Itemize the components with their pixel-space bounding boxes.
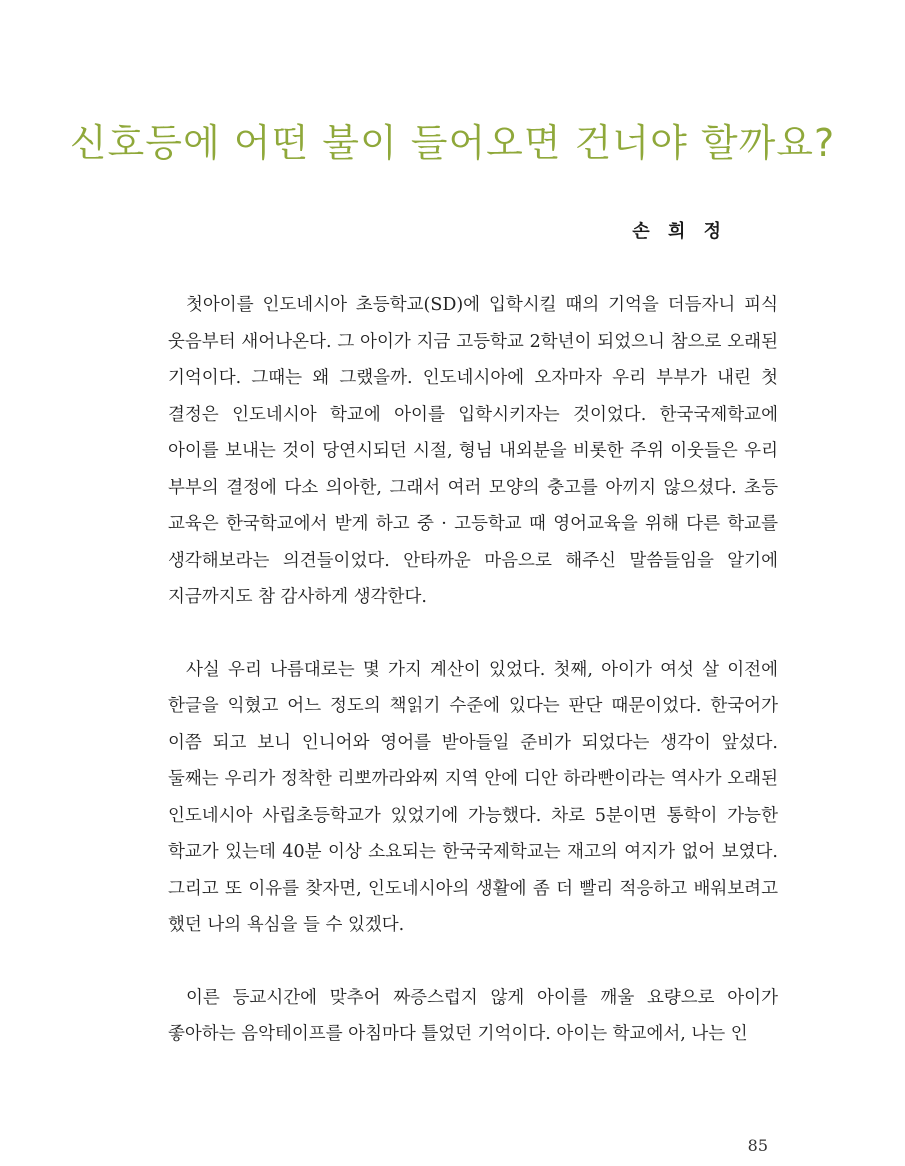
paragraph-1: 첫아이를 인도네시아 초등학교(SD)에 입학시킬 때의 기억을 더듬자니 피식 웃음부터 새어나온다. 그 아이가 지금 고등학교 2학년이 되었으니 참으로 오래된 기억이다. 그때는 왜 그랬을까. 인도네시아에 오자마자 우리 부부가 내린 첫 결정은 인도네시아 학교에 아이를 입학시키자는 것이었다. 한국국제학교에 아이를 보내는 것이 당연시되던 시절, 형님 내외분을 비롯한 주위 이웃들은 우리 부부의 결정에 다소 의아한, 그래서 여러 모양의 충고를 아끼지 않으셨다. 초등 교육은 한국학교에서 받게 하고 중 · 고등학교 때 영어교육을 위해 다른 학교를 생각해보라는 의견들이었다. 안타까운 마음으로 해주신 말씀들임을 알기에 지금까지도 참 감사하게 생각한다. (168, 295, 778, 607)
paragraph-2: 사실 우리 나름대로는 몇 가지 계산이 있었다. 첫째, 아이가 여섯 살 이전에 한글을 익혔고 어느 정도의 책읽기 수준에 있다는 판단 때문이었다. 한국어가 이쯤 되고 보니 인니어와 영어를 받아들일 준비가 되었다는 생각이 앞섰다. 둘째는 우리가 정착한 리뽀까라와찌 지역 안에 디안 하라빤이라는 역사가 오래된 인도네시아 사립초등학교가 있었기에 가능했다. 차로 5분이면 통학이 가능한 학교가 있는데 40분 이상 소요되는 한국국제학교는 재고의 여지가 없어 보였다. 그리고 또 이유를 찾자면, 인도네시아의 생활에 좀 더 빨리 적응하고 배워보려고 했던 나의 욕심을 들 수 있겠다. (168, 659, 778, 935)
author-name: 손 희 정 (632, 221, 727, 242)
paragraph-3: 이른 등교시간에 맞추어 짜증스럽지 않게 아이를 깨울 요량으로 아이가 좋아하는 음악테이프를 아침마다 틀었던 기억이다. 아이는 학교에서, 나는 인 (168, 987, 778, 1044)
page-number: 85 (747, 1136, 768, 1155)
article-body (168, 287, 778, 1089)
page-title: 신호등에 어떤 불이 들어오면 건너야 할까요? (69, 121, 836, 165)
